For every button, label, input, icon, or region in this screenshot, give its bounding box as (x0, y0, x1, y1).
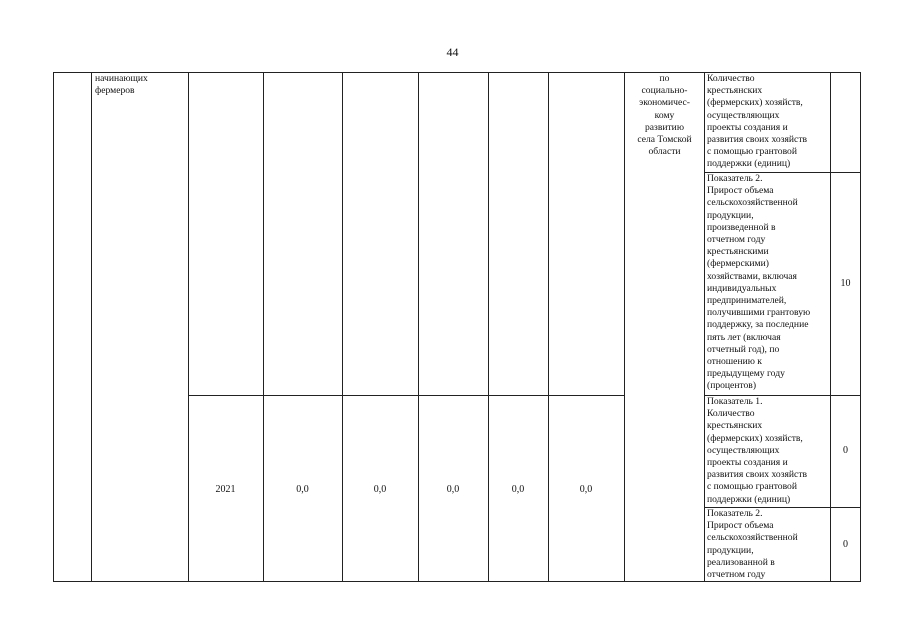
indicator-value: 0 (843, 445, 848, 456)
indicator-line: крестьянских (707, 420, 763, 432)
indicator-line: Показатель 1. (707, 396, 763, 407)
value-cell: 0,0 (511, 484, 525, 495)
indicator-line: развития своих хозяйств (707, 469, 808, 481)
value-cell: 0,0 (296, 484, 309, 495)
indicator-line: Количество (707, 408, 755, 420)
indicator-line: отношению к (707, 356, 762, 368)
indicator-line: отчетный год), по (707, 343, 780, 355)
indicator-line: с помощью грантовой (707, 481, 797, 493)
col-border-6 (488, 72, 489, 582)
responsible-executor (625, 73, 704, 158)
value-cell: 0,0 (373, 484, 387, 495)
indicator-text (707, 173, 810, 393)
responsible-line: по (659, 73, 670, 84)
indicator-line: получившими грантовую (707, 307, 811, 319)
indicator-line: осуществляющих (707, 109, 780, 121)
indicator-line: Количество (707, 73, 755, 84)
col-border-1 (91, 72, 92, 582)
indicator-line: произведенной в (707, 221, 776, 233)
indicator-line: крестьянских (707, 85, 763, 97)
indicator-line: индивидуальных (707, 282, 777, 294)
indicator-line: крестьянскими (707, 246, 769, 258)
col-border-4 (342, 72, 343, 582)
indicator-line: проекты создания и (707, 121, 788, 133)
col-border-0 (53, 72, 54, 582)
indicator-line: развития своих хозяйств (707, 134, 808, 146)
indicator-line: сельскохозяйственной (707, 532, 798, 544)
indicator-line: поддержку, за последние (707, 319, 809, 331)
indicator-text (707, 73, 807, 171)
indicator-line: отчетном году (707, 569, 766, 581)
value-cell: 0,0 (579, 484, 593, 495)
indicator-text (707, 396, 807, 506)
responsible-line: кому (654, 109, 675, 121)
indicator-line: сельскохозяйственной (707, 197, 798, 209)
indicator-line: (процентов) (707, 380, 757, 392)
col-border-10 (830, 72, 831, 582)
indicator-line: пять лет (включая (707, 331, 781, 343)
row-group-name-line: фермеров (95, 85, 135, 97)
year-cell: 2021 (215, 484, 236, 495)
indicator-line: (фермерских) хозяйств, (707, 97, 803, 109)
row-group-name-line: начинающих (95, 73, 148, 84)
indicator-line: отчетном году (707, 234, 766, 246)
col-border-7 (548, 72, 549, 582)
value-cell: 0,0 (446, 484, 460, 495)
indicator-line: продукции, (707, 209, 754, 221)
indicator-value: 10 (840, 278, 851, 289)
indicator-line: с помощью грантовой (707, 146, 797, 158)
col-border-5 (418, 72, 419, 582)
indicator-line: предыдущему году (707, 368, 785, 380)
indicator-line: осуществляющих (707, 444, 780, 456)
indicator-line: проекты создания и (707, 457, 788, 469)
year-row-divider (188, 395, 624, 396)
responsible-line: развитию (644, 121, 684, 133)
indicator-line: реализованной в (707, 556, 775, 568)
responsible-line: экономичес- (639, 97, 690, 109)
indicator-line: Показатель 2. (707, 508, 763, 519)
page-number: 44 (446, 45, 459, 59)
indicator-value: 0 (843, 539, 848, 550)
indicator-line: (фермерскими) (707, 258, 769, 270)
indicator-line: Прирост объема (707, 520, 774, 532)
indicator-line: поддержки (единиц) (707, 158, 791, 170)
row-group-name (95, 73, 148, 97)
col-border-3 (263, 72, 264, 582)
indicator-line: (фермерских) хозяйств, (707, 432, 803, 444)
responsible-line: социально- (641, 85, 688, 97)
indicator-line: продукции, (707, 544, 754, 556)
indicator-line: Прирост объема (707, 185, 774, 197)
responsible-line: села Томской (637, 134, 692, 146)
col-border-9 (704, 72, 705, 582)
col-border-2 (188, 72, 189, 582)
indicator-line: поддержки (единиц) (707, 493, 791, 505)
indicator-text (707, 508, 798, 581)
col-border-11 (860, 72, 861, 582)
indicator-line: Показатель 2. (707, 173, 763, 184)
indicator-line: хозяйствами, включая (707, 270, 797, 282)
indicator-line: предпринимателей, (707, 295, 787, 307)
responsible-line: области (648, 146, 681, 158)
